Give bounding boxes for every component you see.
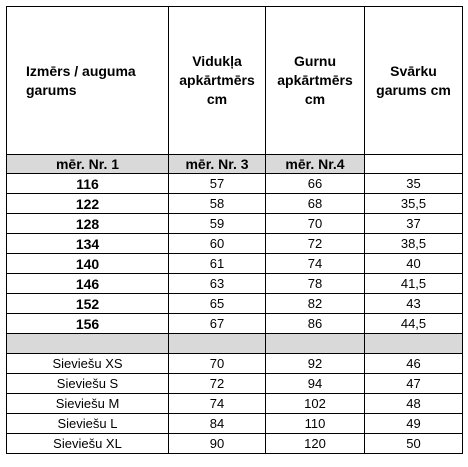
children-size-row: [7, 254, 463, 274]
women-sizes: [7, 354, 463, 454]
size-table: [6, 6, 463, 454]
skirt-length-cell: 43: [365, 294, 463, 314]
skirt-length-cell: 47: [365, 374, 463, 394]
measurement-number: mēr. Nr.4: [266, 155, 365, 174]
header-size-height: Izmērs / auguma garums: [7, 7, 169, 155]
women-size-row: [7, 354, 463, 374]
children-size-row: [7, 274, 463, 294]
skirt-length-cell: 49: [365, 414, 463, 434]
children-size-row: [7, 214, 463, 234]
hips-cell: 68: [266, 194, 365, 214]
measurement-number: [365, 155, 463, 174]
children-size-row: [7, 194, 463, 214]
waist-cell: 61: [169, 254, 266, 274]
hips-cell: 66: [266, 174, 365, 194]
waist-cell: 74: [169, 394, 266, 414]
hips-cell: 92: [266, 354, 365, 374]
size-cell: 122: [7, 194, 169, 214]
women-size-row: [7, 374, 463, 394]
size-cell: Sieviešu L: [7, 414, 169, 434]
waist-cell: 67: [169, 314, 266, 334]
waist-cell: 72: [169, 374, 266, 394]
skirt-length-cell: 46: [365, 354, 463, 374]
skirt-length-cell: 48: [365, 394, 463, 414]
hips-cell: 70: [266, 214, 365, 234]
header-waist: Vidukļa apkārtmērs cm: [169, 7, 266, 155]
header-hips: Gurnu apkārtmērs cm: [266, 7, 365, 155]
waist-cell: 90: [169, 434, 266, 454]
skirt-length-cell: 38,5: [365, 234, 463, 254]
waist-cell: 63: [169, 274, 266, 294]
children-sizes: [7, 174, 463, 334]
size-cell: 116: [7, 174, 169, 194]
hips-cell: 74: [266, 254, 365, 274]
hips-cell: 102: [266, 394, 365, 414]
separator-row: [7, 334, 463, 354]
skirt-length-cell: 37: [365, 214, 463, 234]
waist-cell: 60: [169, 234, 266, 254]
hips-cell: 120: [266, 434, 365, 454]
header-skirt-length: Svārku garums cm: [365, 7, 463, 155]
skirt-length-cell: 35,5: [365, 194, 463, 214]
women-size-row: [7, 434, 463, 454]
children-size-row: [7, 314, 463, 334]
children-size-row: [7, 234, 463, 254]
header-row: [7, 7, 463, 155]
children-size-row: [7, 294, 463, 314]
waist-cell: 84: [169, 414, 266, 434]
waist-cell: 65: [169, 294, 266, 314]
children-size-row: [7, 174, 463, 194]
measurement-number: mēr. Nr. 3: [169, 155, 266, 174]
hips-cell: 72: [266, 234, 365, 254]
size-cell: Sieviešu XL: [7, 434, 169, 454]
women-size-row: [7, 414, 463, 434]
waist-cell: 59: [169, 214, 266, 234]
size-cell: Sieviešu M: [7, 394, 169, 414]
hips-cell: 94: [266, 374, 365, 394]
hips-cell: 86: [266, 314, 365, 334]
skirt-length-cell: 44,5: [365, 314, 463, 334]
size-cell: 128: [7, 214, 169, 234]
size-cell: Sieviešu XS: [7, 354, 169, 374]
measurement-number: mēr. Nr. 1: [7, 155, 169, 174]
women-size-row: [7, 394, 463, 414]
waist-cell: 58: [169, 194, 266, 214]
skirt-length-cell: 35: [365, 174, 463, 194]
size-cell: 134: [7, 234, 169, 254]
skirt-length-cell: 50: [365, 434, 463, 454]
size-cell: 140: [7, 254, 169, 274]
hips-cell: 110: [266, 414, 365, 434]
skirt-length-cell: 41,5: [365, 274, 463, 294]
waist-cell: 57: [169, 174, 266, 194]
skirt-length-cell: 40: [365, 254, 463, 274]
size-cell: 156: [7, 314, 169, 334]
size-cell: Sieviešu S: [7, 374, 169, 394]
size-cell: 146: [7, 274, 169, 294]
hips-cell: 78: [266, 274, 365, 294]
measurement-number-row: [7, 155, 463, 174]
size-cell: 152: [7, 294, 169, 314]
waist-cell: 70: [169, 354, 266, 374]
hips-cell: 82: [266, 294, 365, 314]
